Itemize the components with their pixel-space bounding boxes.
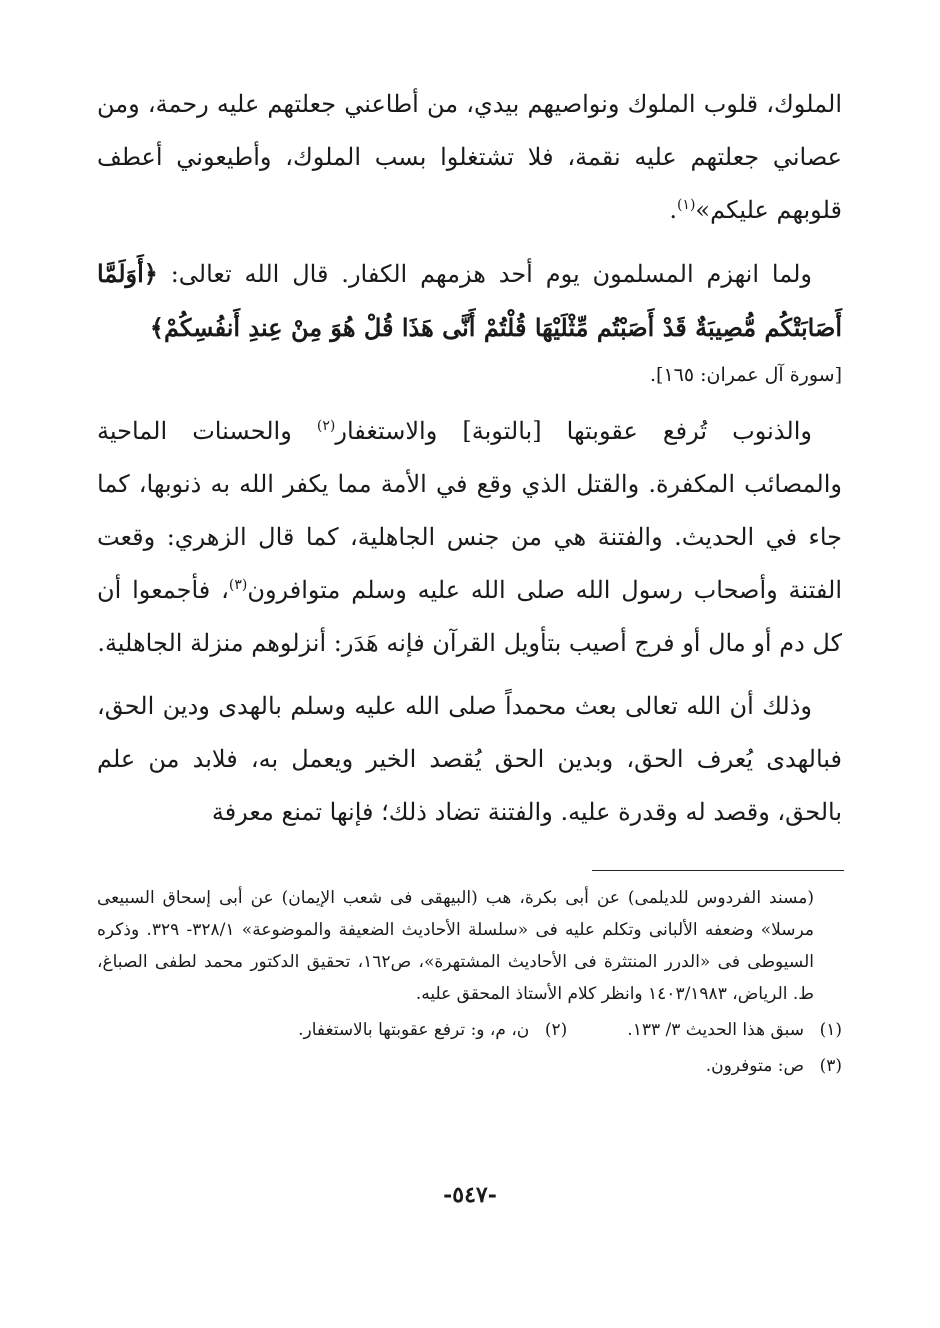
paragraph-1-text: الملوك، قلوب الملوك ونواصيهم بيدي، من أطاعني جعلتهم عليه رحمة، ومن عصاني جعلتهم عليه نقمة، فلا تشتغلوا بسب الملوك، وأطيعوني أعطف قلوبهم عليكم» (97, 90, 842, 224)
footnote-marker-3: (٣) (228, 577, 248, 593)
sura-reference-text: [سورة آل عمران: ١٦٥]. (650, 364, 842, 386)
paragraph-3-part-2: والحسنات الماحية والمصائب المكفرة. والقتل الذي وقع في الأمة مما يكفر الله به ذنوبها، كما جاء في الحديث. والفتنة هي من جنس الجاهلية، كما قال الزهري: وقعت الفتنة وأصحاب رسول الله صلى الله عليه وسلم متوافرون (97, 417, 842, 604)
paragraph-1-end: . (669, 196, 677, 224)
footnote-1-number: (١) (819, 1020, 842, 1040)
footnote-marker-1: (١) (676, 197, 696, 213)
paragraph-4-text: وذلك أن الله تعالى بعث محمداً صلى الله عليه وسلم بالهدى ودين الحق، فبالهدى يُعرف الحق، وبدين الحق يُقصد الخير ويعمل به، فلابد من علم بالحق، وقصد له وقدرة عليه. والفتنة تضاد ذلك؛ فإنها تمنع معرفة (97, 692, 842, 826)
paragraph-4 (97, 680, 842, 839)
paragraph-3-part-3: ، فأجمعوا أن كل دم أو مال أو فرج أصيب بتأويل القرآن فإنه هَدَر: أنزلوهم منزلة الجاهلية. (97, 576, 842, 657)
footnote-divider (592, 870, 844, 871)
footnote-row-2 (97, 1050, 842, 1082)
main-text-body (97, 78, 842, 839)
footnote-3-text: ص: متوفرون. (705, 1056, 804, 1076)
footnote-3-number: (٣) (819, 1056, 842, 1076)
paragraph-2-intro: ولما انهزم المسلمون يوم أحد هزمهم الكفار. قال الله تعالى: (170, 260, 812, 288)
footnote-2-text: ن، م، و: ترفع عقوبتها بالاستغفار. (298, 1020, 530, 1040)
footnote-1-text: سبق هذا الحديث ٣/ ١٣٣. (627, 1020, 804, 1040)
paragraph-3-part-1: والذنوب تُرفع عقوبتها [بالتوبة] والاستغفار (335, 417, 812, 445)
footnotes-section (97, 882, 842, 1082)
page-number: -٥٤٧- (443, 1182, 497, 1208)
paragraph-1 (97, 78, 842, 237)
quran-verse: ﴿أَوَلَمَّا أَصَابَتْكُم مُّصِيبَةٌ قَدْ أَصَبْتُم مِّثْلَيْهَا قُلْتُمْ أَنَّى هَذَا قُلْ هُوَ مِنْ عِندِ أَنفُسِكُمْ﴾ (97, 259, 842, 342)
sura-reference (97, 355, 842, 395)
footnote-continuation: (مسند الفردوس للديلمى) عن أبى بكرة، هب (البيهقى فى شعب الإيمان) عن أبى إسحاق السبيعى مرسلا» وضعفه الألبانى وتكلم عليه فى «سلسلة الأحاديث الضعيفة والموضوعة» ٣٢٨/١- ٣٢٩. وذكره السيوطى فى «الدرر المنتثرة فى الأحاديث المشتهرة»، ص١٦٢، تحقيق الدكتور محمد لطفى الصباغ، ط. الرياض، ١٤٠٣/١٩٨٣ وانظر كلام الأستاذ المحقق عليه. (97, 888, 814, 1004)
paragraph-2 (97, 247, 842, 355)
footnote-row-1 (97, 1014, 842, 1046)
paragraph-3 (97, 405, 842, 670)
footnote-2-number: (٢) (544, 1020, 568, 1040)
footnote-marker-2: (٢) (316, 418, 336, 434)
